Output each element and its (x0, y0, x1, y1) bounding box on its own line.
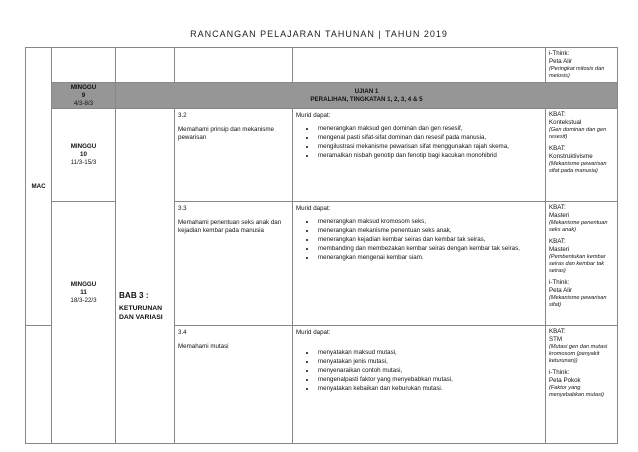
objectives-cell: Murid dapat: • menerangkan maksud kromosom seks, • menerangkan mekanisme penentuan seks anak, • menerangkan kejadian kembar seiras dan kembar tak seiras, • membanding dan membezakan kembar seiras dengan kembar tak seiras, • menerangkan mengenai kembar siam. (293, 202, 546, 326)
week-cell: MINGGU 10 11/3-15/3 (52, 109, 116, 202)
week-cell: MINGGU 11 18/3-22/3 (52, 202, 116, 444)
list-item: • menerangkan mekanisme penentuan seks anak, (316, 227, 542, 235)
unit-cell: BAB 3 : KETURUNAN DAN VARIASI (116, 109, 175, 444)
list-item: • mengilustrasi mekanisme pewarisan sifat menggunakan rajah skema, (316, 143, 542, 151)
list-item: • menyatakan kebaikan dan keburukan mutasi. (316, 385, 542, 393)
standard-cell: 3.2 Memahami prinsip dan mekanisme pewarisan (175, 109, 293, 202)
list-item: • menerangkan kejadian kembar seiras dan kembar tak seiras, (316, 236, 542, 244)
exam-week-cell: MINGGU 9 4/3-8/3 (52, 83, 116, 109)
table-row (26, 109, 618, 202)
list-item: • meramalkan nisbah genotip dan fenotip bagi kacukan monohibrid (316, 152, 542, 160)
standard-cell: 3.3 Memahami penentuan seks anak dan kejadian kembar pada manusia (175, 202, 293, 326)
list-item: • mengenal pasti sifat-sifat dominan dan resesif pada manusia, (316, 134, 542, 142)
notes-cell: KBAT: Kontekstual (Gen dominan dan gen resesif) KBAT: Konstruktivisme (Mekanisme pewarisan sifat pada manusia) (546, 109, 618, 202)
list-item: • menyenaraikan contoh mutasi, (316, 367, 542, 375)
top-note-cell: i-Think: Peta Alir (Peringkat mitosis dan meiosis) (546, 48, 618, 83)
objectives-list (296, 349, 542, 393)
list-item: • mengenalpasti faktor yang menyebabkan mutasi, (316, 376, 542, 384)
exam-row (26, 83, 618, 109)
list-item: • menerangkan mengenai kembar siam. (316, 254, 542, 262)
notes-cell: KBAT: STM (Mutasi gen dan mutasi kromosom (penyakit keturunan)) i-Think: Peta Pokok (Faktor yang menyebabkan mutasi) (546, 326, 618, 444)
list-item: • menyatakan maksud mutasi, (316, 349, 542, 357)
notes-cell: KBAT: Masteri (Mekanisme penentuan seks anak) KBAT: Masteri (Pembentukan kembar seiras dan kembar tak seiras) i-Think: Peta Alir (Mekanisme pewarisan sifat) (546, 202, 618, 326)
month-cell: MAC (26, 48, 52, 326)
objectives-cell: Murid dapat: • menerangkan maksud gen dominan dan gen resesif, • mengenal pasti sifat-sifat dominan dan resesif pada manusia, • mengilustrasi mekanisme pewarisan sifat menggunakan rajah skema, • meramalkan nisbah genotip dan fenotip bagi kacukan monohibrid (293, 109, 546, 202)
standard-cell: 3.4 Memahami mutasi (175, 326, 293, 444)
table-row (26, 202, 618, 326)
objectives-list (296, 125, 542, 160)
list-item: • membanding dan membezakan kembar seiras dengan kembar tak seiras, (316, 245, 542, 253)
list-item: • menerangkan maksud gen dominan dan gen resesif, (316, 125, 542, 133)
objectives-list (296, 218, 542, 262)
table-row (26, 48, 618, 83)
list-item: • menerangkan maksud kromosom seks, (316, 218, 542, 226)
objectives-cell: Murid dapat: • menyatakan maksud mutasi, • menyatakan jenis mutasi, • menyenaraikan contoh mutasi, • mengenalpasti faktor yang menyebabkan mutasi, • menyatakan kebaikan dan keburukan mutasi. (293, 326, 546, 444)
page-title: RANCANGAN PELAJARAN TAHUNAN | TAHUN 2019 (190, 29, 448, 39)
list-item: • menyatakan jenis mutasi, (316, 358, 542, 366)
lesson-plan-table (25, 47, 618, 444)
exam-banner: UJIAN 1 PERALIHAN, TINGKATAN 1, 2, 3, 4 & 5 (116, 83, 618, 109)
